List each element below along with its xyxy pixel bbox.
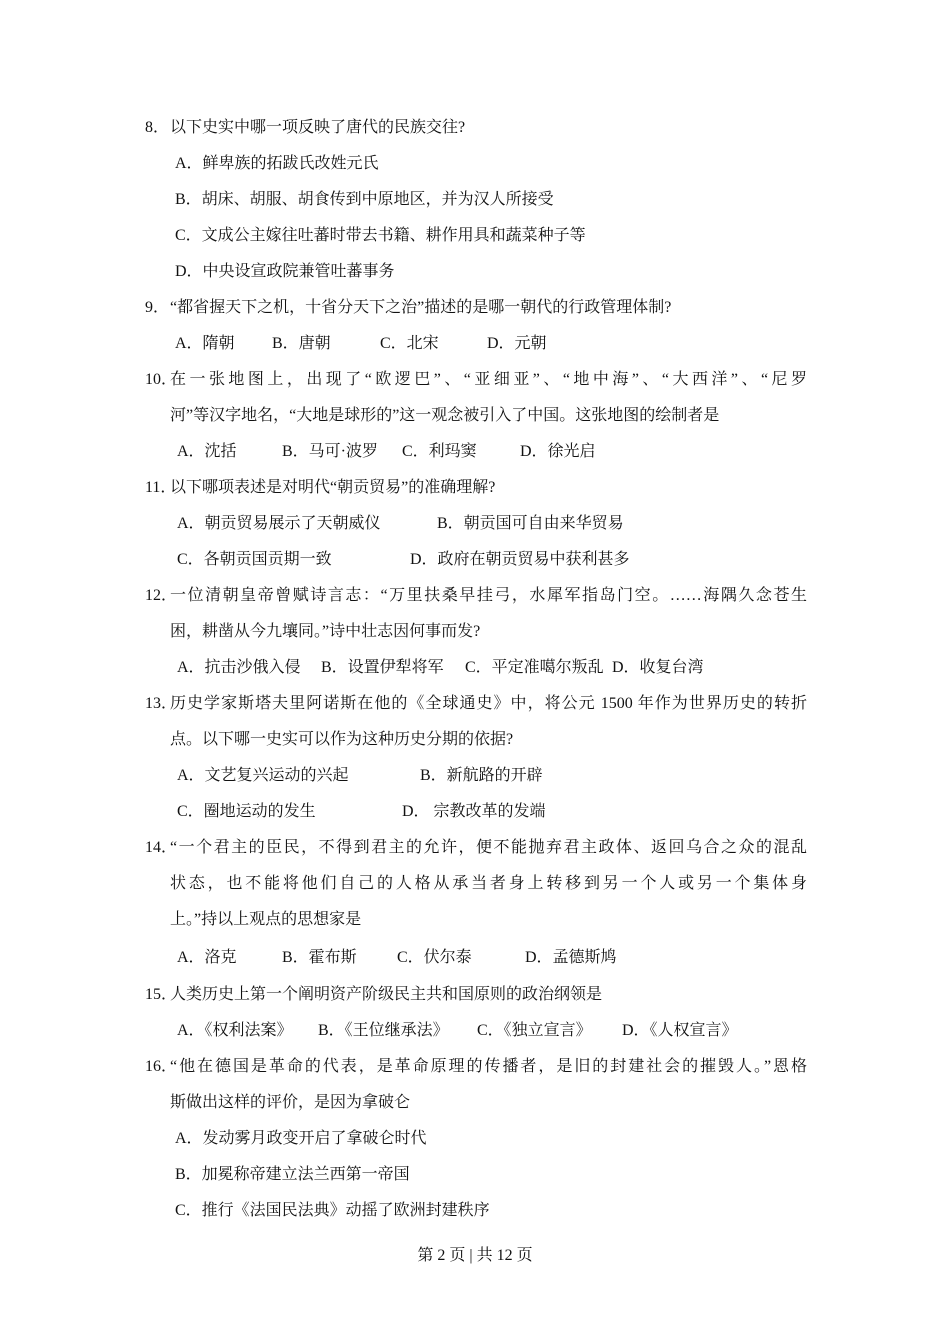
option-d: D．徐光启: [520, 443, 596, 460]
question-number: 15．: [145, 986, 178, 1003]
option-b: B．设置伊犁将军: [321, 659, 444, 676]
option-c: C．利玛窦: [402, 443, 477, 460]
question-13: [145, 686, 807, 722]
option-c: C．伏尔泰: [397, 949, 472, 966]
options-row: [145, 1013, 807, 1049]
question-11: [145, 470, 807, 506]
options-row: [145, 650, 807, 686]
question-14: [145, 830, 807, 866]
options-row: [145, 434, 807, 470]
options-row: [145, 794, 807, 830]
option-d: D．收复台湾: [612, 659, 704, 676]
question-number: 9．: [145, 299, 170, 316]
option-d: D． 宗教改革的发端: [402, 803, 546, 820]
option-b: B．加冕称帝建立法兰西第一帝国: [175, 1166, 410, 1183]
options-row: [145, 326, 807, 362]
options-row: [145, 506, 807, 542]
option-b: B．胡床、胡服、胡食传到中原地区，并为汉人所接受: [175, 191, 554, 208]
option-b: B．《王位继承法》: [318, 1022, 449, 1039]
option-b: B．唐朝: [272, 335, 331, 352]
question-text-continued: 点。以下哪一史实可以作为这种历史分期的依据?: [170, 731, 514, 748]
option-d: D．孟德斯鸠: [525, 949, 617, 966]
page-footer: 第 2 页 | 共 12 页: [417, 1247, 533, 1264]
options-row: [145, 758, 807, 794]
option-a: A．鲜卑族的拓跋氏改姓元氏: [175, 155, 379, 172]
option-a: A．发动雾月政变开启了拿破仑时代: [175, 1130, 427, 1147]
option-a: A．朝贡贸易展示了天朝威仪: [177, 515, 381, 532]
question-12: [145, 578, 807, 614]
question-text: 一位清朝皇帝曾赋诗言志：“万里扶桑早挂弓，水犀军指岛门空。……海隅久念苍生: [170, 587, 807, 604]
question-text: “他在德国是革命的代表，是革命原理的传播者，是旧的封建社会的摧毁人。”恩格: [170, 1058, 807, 1075]
question-number: 11．: [145, 479, 177, 496]
option-d: D．政府在朝贡贸易中获利甚多: [410, 551, 630, 568]
option-b: B．朝贡国可自由来华贸易: [437, 515, 624, 532]
question-text-continued: 上。”持以上观点的思想家是: [170, 911, 362, 928]
question-15: [145, 977, 807, 1013]
option-c: C．各朝贡国贡期一致: [177, 551, 332, 568]
options-row: [145, 938, 807, 977]
question-text-continued: 斯做出这样的评价，是因为拿破仑: [170, 1094, 411, 1111]
option-a: A．文艺复兴运动的兴起: [177, 767, 349, 784]
question-16: [145, 1049, 807, 1085]
option-c: C．《独立宣言》: [477, 1022, 592, 1039]
option-d: D．《人权宣言》: [622, 1022, 738, 1039]
option-c: C．圈地运动的发生: [177, 803, 316, 820]
question-number: 8．: [145, 119, 170, 136]
option-c: C．文成公主嫁往吐蕃时带去书籍、耕作用具和蔬菜种子等: [175, 227, 586, 244]
question-text-continued: [145, 866, 807, 902]
options-row: [145, 542, 807, 578]
option-d: D．中央设宣政院兼管吐蕃事务: [175, 263, 395, 280]
option-c: C．北宋: [380, 335, 439, 352]
option-a: A．隋朝: [175, 335, 235, 352]
question-text: 以下哪项表述是对明代“朝贡贸易”的准确理解?: [170, 479, 496, 496]
question-text: 人类历史上第一个阐明资产阶级民主共和国原则的政治纲领是: [170, 986, 603, 1003]
option-a: A．洛克: [177, 949, 237, 966]
question-number: 12．: [145, 587, 178, 604]
question-number: 14．: [145, 839, 178, 856]
question-9: [145, 290, 807, 326]
question-text: “一个君主的臣民，不得到君主的允许，便不能抛弃君主政体、返回乌合之众的混乱: [170, 839, 807, 856]
option-a: A．《权利法案》: [177, 1022, 293, 1039]
option-a: A．抗击沙俄入侵: [177, 659, 301, 676]
question-text: 在一张地图上，出现了“欧逻巴”、“亚细亚”、“地中海”、“大西洋”、“尼罗: [170, 371, 807, 388]
option-c: C．推行《法国民法典》动摇了欧洲封建秩序: [175, 1202, 490, 1219]
question-text: 以下史实中哪一项反映了唐代的民族交往?: [170, 119, 466, 136]
question-number: 13．: [145, 695, 178, 712]
option-b: B．霍布斯: [282, 949, 357, 966]
option-d: D．元朝: [487, 335, 547, 352]
question-text: 历史学家斯塔夫里阿诺斯在他的《全球通史》中，将公元 1500 年作为世界历史的转折: [170, 695, 807, 712]
option-b: B．马可·波罗: [282, 443, 379, 460]
question-text: “都省握天下之机，十省分天下之治”描述的是哪一朝代的行政管理体制?: [170, 299, 672, 316]
exam-page-content: [145, 110, 807, 1229]
option-c: C．平定准噶尔叛乱: [465, 659, 604, 676]
question-text-continued: 河”等汉字地名，“大地是球形的”这一观念被引入了中国。这张地图的绘制者是: [170, 407, 720, 424]
question-number: 10．: [145, 371, 178, 388]
question-number: 16．: [145, 1058, 178, 1075]
question-8: [145, 110, 807, 146]
option-a: A．沈括: [177, 443, 237, 460]
option-b: B．新航路的开辟: [420, 767, 543, 784]
question-text-continued: 困，耕凿从今九壤同。”诗中壮志因何事而发?: [170, 623, 481, 640]
question-10: [145, 362, 807, 398]
question-text-line: 状态，也不能将他们自己的人格从承当者身上转移到另一个人或另一个集体身: [170, 875, 807, 892]
